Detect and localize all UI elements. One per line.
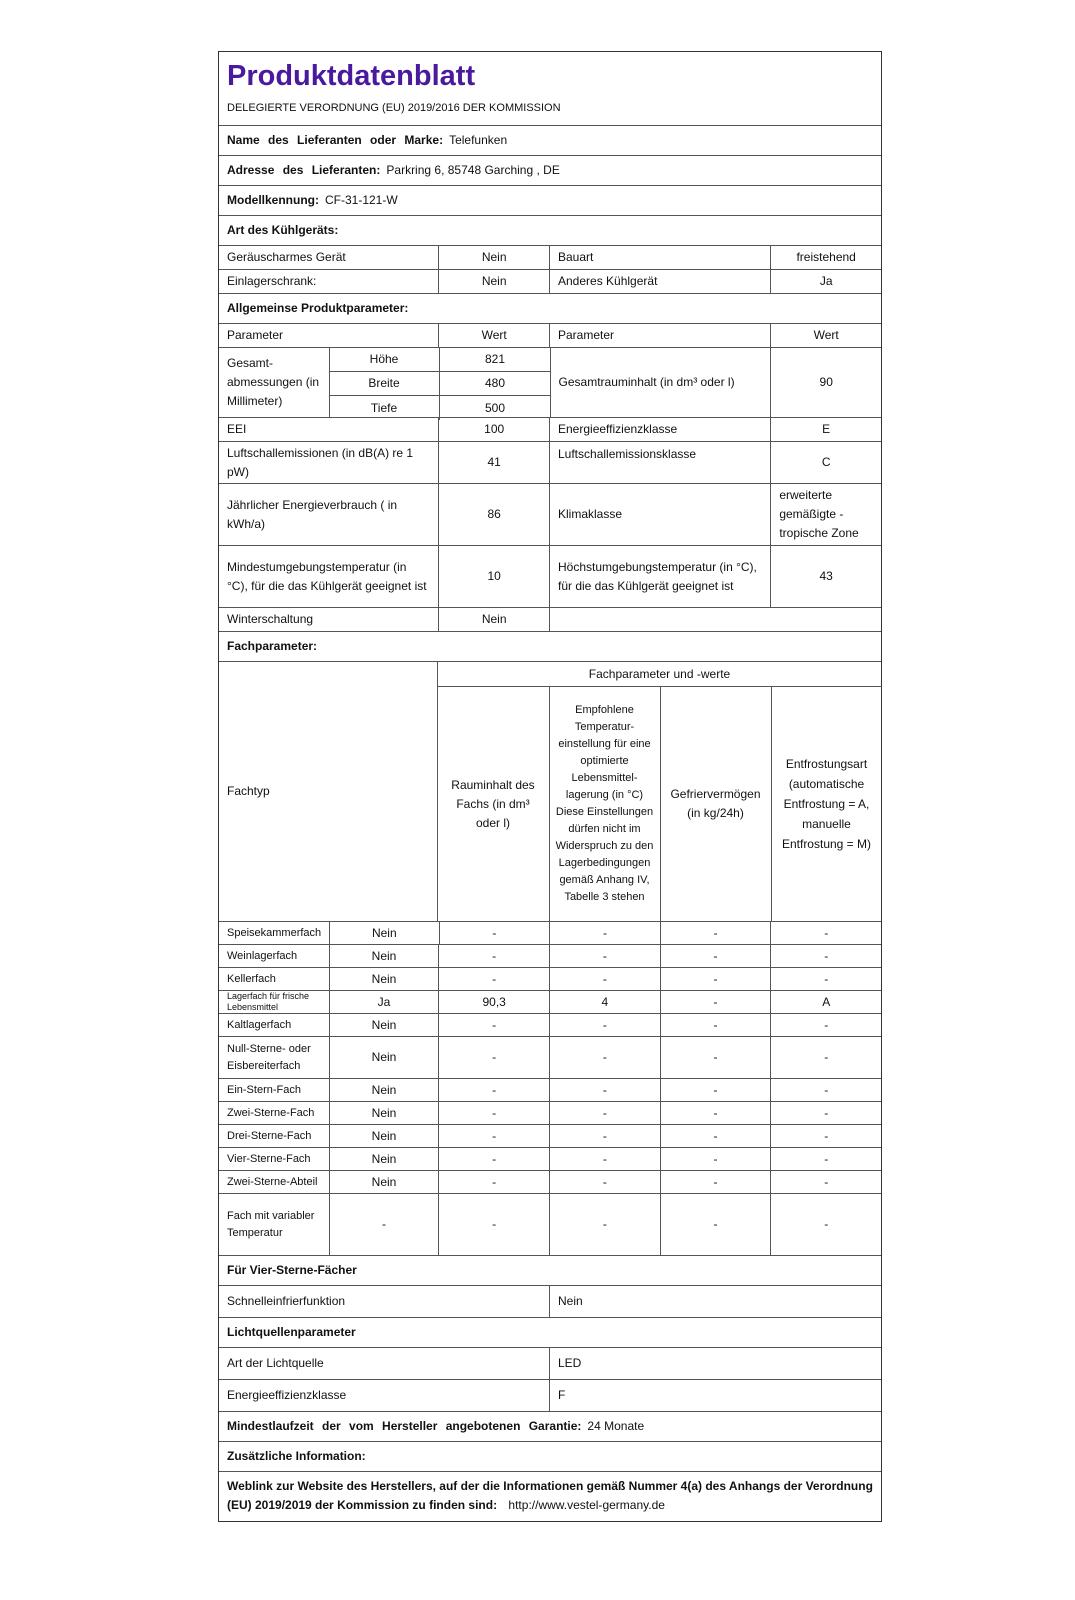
compartment-defrost: - [770,1079,881,1101]
col-header-freezing: Gefriervermögen (in kg/24h) [660,687,771,921]
supplier-address-row [219,155,881,185]
four-star-heading: Für Vier-Sterne-Fächer [227,1263,357,1277]
col-header-volume: Rauminhalt des Fachs (in dm³ oder l) [451,777,535,830]
max-temp-label: Höchstumgebungstemperatur (in °C), für die das Kühlgerät geeignet ist [549,546,770,607]
compartment-row [219,1124,881,1147]
energy-consumption-value: 86 [438,484,549,545]
compartment-defrost: - [770,968,881,990]
compartment-temperature: - [549,922,660,944]
col-header-parameter: Parameter [227,328,284,342]
compartment-defrost: - [770,945,881,967]
four-star-heading-row [219,1255,881,1285]
compartment-present: Nein [329,1171,439,1193]
compartment-name: Fach mit variabler Temperatur [227,1209,315,1239]
compartment-row [219,1036,881,1078]
compartment-temperature: - [549,1014,660,1036]
compartment-name: Zwei-Sterne-Fach [227,1106,315,1119]
compartment-temperature: 4 [549,991,660,1013]
compartment-temperature: - [549,1171,660,1193]
compartment-name: Ein-Stern-Fach [227,1083,301,1096]
supplier-name-row [219,125,881,155]
compartment-present: Nein [329,922,439,944]
device-type-label: Einlagerschrank: [227,274,317,288]
compartment-present: Nein [329,1102,439,1124]
compartment-row [219,921,881,944]
fast-freeze-row [219,1285,881,1317]
compartment-volume: - [438,1171,549,1193]
energy-class-value: E [770,418,881,441]
noise-class-value: C [770,442,881,483]
compartment-present: Ja [329,991,439,1013]
compartment-freezing: - [660,991,771,1013]
compartment-row [219,1147,881,1170]
compartment-name: Drei-Sterne-Fach [227,1129,312,1142]
light-heading-row [219,1317,881,1347]
compartment-defrost: - [770,1194,881,1255]
supplier-name-value: Telefunken [449,133,508,147]
compartment-row [219,1193,881,1255]
col-header-value: Wert [770,324,881,347]
compartment-temperature: - [549,1125,660,1147]
noise-row [219,441,881,483]
compartment-name: Speisekammerfach [227,926,322,939]
warranty-label: Mindestlaufzeit der vom Hersteller angebotenen Garantie: [227,1419,582,1433]
compartment-volume: 90,3 [438,991,549,1013]
device-type-value: Nein [438,246,549,269]
col-header-parameter: Parameter [549,324,770,347]
noise-value: 41 [438,442,549,483]
climate-class-value: erweiterte gemäßigte - tropische Zone [770,484,881,545]
fast-freeze-value: Nein [549,1286,881,1317]
compartment-freezing: - [660,945,771,967]
compartment-defrost: - [770,1037,881,1078]
general-heading: Allgemeinse Produktparameter: [227,301,409,315]
compartment-row [219,1078,881,1101]
compartment-freezing: - [660,1148,771,1170]
compartment-defrost: - [770,1148,881,1170]
noise-label: Luftschallemissionen (in dB(A) re 1 pW) [227,445,414,479]
compartment-row [219,1013,881,1036]
compartment-present: Nein [329,968,439,990]
eei-value: 100 [438,418,549,441]
energy-class-label: Energieeffizienzklasse [549,418,770,441]
min-temp-label: Mindestumgebungstemperatur (in °C), für die das Kühlgerät geeignet ist [227,559,427,593]
winter-value: Nein [438,608,549,631]
device-type-label: Geräuscharmes Gerät [227,250,346,264]
dimension-label: Höhe [369,352,399,366]
device-type-value: Nein [438,270,549,293]
eei-row [219,417,881,441]
light-type-value: LED [549,1348,881,1379]
compartments-heading: Fachparameter: [227,639,318,653]
compartment-freezing: - [660,1194,771,1255]
volume-value: 90 [770,348,881,417]
device-type-value: Ja [770,270,881,293]
device-type-value: freistehend [770,246,881,269]
page-title: Produktdatenblatt [227,60,476,92]
compartment-temperature: - [549,1037,660,1078]
warranty-row [219,1411,881,1441]
compartment-present: Nein [329,1125,439,1147]
compartment-freezing: - [660,1171,771,1193]
compartment-name: Lagerfach für frische Lebensmittel [227,991,310,1012]
volume-label: Gesamtrauminhalt (in dm³ oder l) [550,348,771,417]
compartment-volume: - [439,922,550,944]
compartment-freezing: - [660,1125,771,1147]
compartment-freezing: - [660,922,771,944]
compartment-freezing: - [660,1102,771,1124]
compartment-temperature: - [549,1194,660,1255]
compartment-volume: - [438,1079,549,1101]
compartment-defrost: - [770,1102,881,1124]
col-header-value: Wert [438,324,549,347]
supplier-name-label: Name des Lieferanten oder Marke: [227,133,444,147]
device-type-row [219,269,881,293]
compartment-name: Kellerfach [227,972,276,985]
climate-class-label: Klimaklasse [549,484,770,545]
compartment-present: Nein [329,1148,439,1170]
compartment-volume: - [438,1014,549,1036]
dimensions-row [219,347,881,417]
warranty-value: 24 Monate [587,1419,645,1433]
compartment-name: Weinlagerfach [227,949,298,962]
noise-class-label: Luftschallemissionsklasse [549,442,770,483]
compartment-temperature: - [549,1079,660,1101]
header-block [219,52,881,125]
supplier-address-value: Parkring 6, 85748 Garching , DE [386,163,560,177]
compartment-temperature: - [549,1102,660,1124]
compartment-row [219,967,881,990]
compartment-volume: - [438,1148,549,1170]
fast-freeze-label: Schnelleinfrierfunktion [227,1294,346,1308]
compartment-freezing: - [660,1079,771,1101]
compartment-name: Null-Sterne- oder Eisbereiterfach [227,1042,311,1072]
compartment-name: Kaltlagerfach [227,1018,292,1031]
dimensions-label: Gesamt-abmessungen (in Millimeter) [227,356,320,408]
light-class-row [219,1379,881,1411]
model-row [219,185,881,215]
compartment-present: Nein [329,945,439,967]
general-heading-row [219,293,881,323]
compartment-type-header: Fachtyp [227,784,270,798]
compartments-header-row [219,661,881,921]
compartment-present: Nein [329,1079,439,1101]
ambient-temp-row [219,545,881,607]
device-type-label: Anderes Kühlgerät [549,270,770,293]
compartment-temperature: - [549,968,660,990]
max-temp-value: 43 [770,546,881,607]
compartment-rows [219,921,881,1255]
winter-label: Winterschaltung [227,612,314,626]
compartment-present: - [329,1194,439,1255]
compartment-defrost: - [770,1125,881,1147]
compartment-present: Nein [329,1037,439,1078]
compartment-name: Vier-Sterne-Fach [227,1152,311,1165]
model-label: Modellkennung: [227,193,319,207]
compartment-row [219,1101,881,1124]
weblink-label: Weblink zur Website des Herstellers, auf der die Informationen gemäß Nummer 4(a) des Anhangs der Verordnung (EU) 2019/2019 der Kommission zu finden sind: [227,1479,873,1512]
compartment-temperature: - [549,1148,660,1170]
compartment-freezing: - [660,1037,771,1078]
col-header-defrost: Entfrostungsart (automatische Entfrostung = A, manuelle Entfrostung = M) [771,687,882,921]
compartment-defrost: - [770,1171,881,1193]
eei-label: EEI [227,422,247,436]
compartment-name: Zwei-Sterne-Abteil [227,1175,318,1188]
empty-cell [549,608,881,631]
compartment-temperature: - [549,945,660,967]
dimension-value: 500 [439,396,550,420]
min-temp-value: 10 [438,546,549,607]
compartment-volume: - [438,1194,549,1255]
product-data-sheet [218,51,882,1522]
additional-heading: Zusätzliche Information: [227,1449,366,1463]
compartment-volume: - [438,1037,549,1078]
weblink-value[interactable]: http://www.vestel-germany.de [508,1498,665,1512]
device-type-label: Bauart [549,246,770,269]
compartment-row [219,990,881,1013]
compartment-volume: - [438,968,549,990]
light-class-label: Energieeffizienzklasse [227,1388,347,1402]
col-header-temperature: Empfohlene Temperatur-einstellung für eine optimierte Lebensmittel-lagerung (in °C) Diese Einstellungen dürfen nicht im Widerspruch zu den Lagerbedingungen gemäß Anhang IV, Tabelle 3 stehen [549,687,660,921]
device-type-row [219,245,881,269]
compartment-defrost: A [770,991,881,1013]
light-heading: Lichtquellenparameter [227,1325,356,1339]
device-type-heading: Art des Kühlgeräts: [227,223,339,237]
compartment-volume: - [438,945,549,967]
light-type-row [219,1347,881,1379]
general-header-row [219,323,881,347]
supplier-address-label: Adresse des Lieferanten: [227,163,381,177]
compartment-freezing: - [660,1014,771,1036]
model-value: CF-31-121-W [325,193,398,207]
compartment-defrost: - [770,922,881,944]
device-type-heading-row [219,215,881,245]
weblink-row [219,1471,881,1521]
light-type-label: Art der Lichtquelle [227,1356,324,1370]
energy-row [219,483,881,545]
compartment-present: Nein [329,1014,439,1036]
compartment-volume: - [438,1102,549,1124]
page-subtitle: DELEGIERTE VERORDNUNG (EU) 2019/2016 DER KOMMISSION [227,102,561,114]
light-class-value: F [549,1380,881,1411]
dimension-value: 480 [439,372,550,395]
compartments-heading-row [219,631,881,661]
dimension-label: Breite [368,376,400,390]
compartment-row [219,1170,881,1193]
compartment-row [219,944,881,967]
compartment-volume: - [438,1125,549,1147]
compartment-freezing: - [660,968,771,990]
additional-heading-row [219,1441,881,1471]
dimension-value: 821 [439,348,550,371]
dimension-label: Tiefe [370,400,398,415]
compartment-defrost: - [770,1014,881,1036]
group-header: Fachparameter und -werte [588,666,731,681]
winter-row [219,607,881,631]
energy-consumption-label: Jährlicher Energieverbrauch ( in kWh/a) [227,497,398,531]
